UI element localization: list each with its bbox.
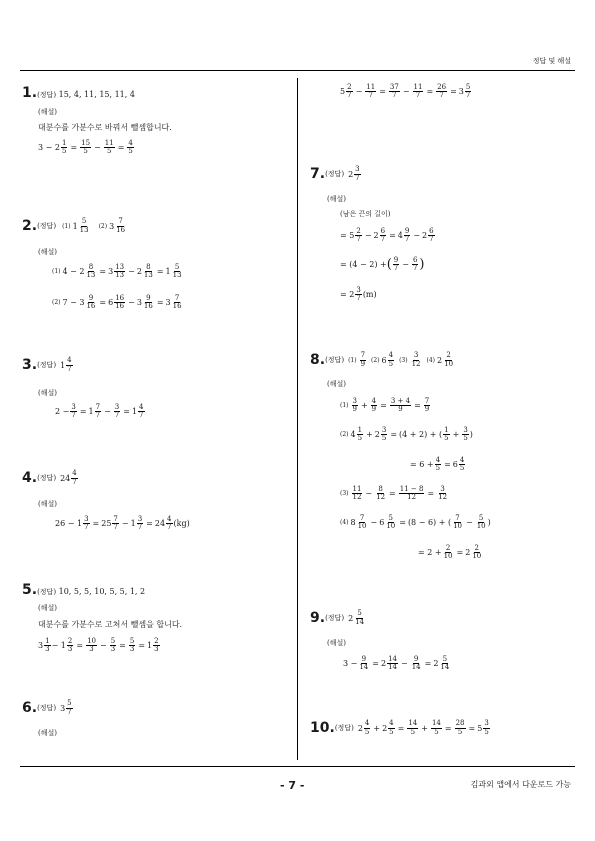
q2-eq2: (2) 7 − 3 $\frac{9}{16}$ = 6 $\frac{16}{16}$ − 3 $\frac{9}{16}$ = 3 $\frac{7}{16}$ [52,294,182,311]
answer-label: (정답) [37,91,57,99]
q2-answer-line: 2. (정답) (1) 1 5 13 (2) 3 7 16 [22,217,126,234]
q4-answer-line: 4. (정답) 24 4 7 [22,469,77,486]
q7-explain-label: (해설) [327,195,346,203]
q7-unit: (m) [362,290,377,300]
q6-equation: 5 2 7 − $\frac{11}{7}$ = $\frac{37}{7}$ − $\frac{11}{7}$ = $\frac{26}{7}$ = 3 $\frac{5}{7}$ [340,83,471,100]
q2-eq1: (1) 4 − 2 $\frac{8}{13}$ = 3 $\frac{13}{13}$ − 2 $\frac{8}{13}$ = 1 $\frac{5}{13}$ [52,263,182,280]
q4-unit: (kg) [173,519,190,529]
q8-eq1: (1) 3 9 + $\frac{4}{9}$ = $\frac{3 + 4}{9}$ = $\frac{7}{9}$ [340,397,430,414]
q8-eq3: (3) 11 12 − $\frac{8}{12}$ = $\frac{11 - 8}{12}$ = $\frac{3}{12}$ [340,485,448,502]
q3-number: 3. [22,357,38,373]
answer-label: (정답) [37,361,57,369]
q3-explain-label: (해설) [38,389,57,397]
q8-eq4b: = 2 + $\frac{2}{10}$ = 2 $\frac{2}{10}$ [418,544,482,561]
answer-label: (정답) [37,474,57,482]
page-header-title: 정답 및 해설 [532,57,571,65]
column-divider [297,78,298,760]
q4-number: 4. [22,470,38,486]
answer-label: (정답) [37,704,57,712]
q9-number: 9. [310,610,326,626]
q9-explain-label: (해설) [327,639,346,647]
q4-explain-label: (해설) [38,500,57,508]
q8-explain-label: (해설) [327,380,346,388]
q2-explain-label: (해설) [38,248,57,256]
q1-equation: 3 − 2 $\frac{1}{5}$ = $\frac{15}{5}$ − $\frac{11}{5}$ = $\frac{4}{5}$ [38,139,133,156]
q7-subtitle: (남은 끈의 길이) [340,210,391,218]
q8-eq4a: (4) 8 7 10 − 6 $\frac{5}{10}$ = (8 − 6) + ( $\frac{7}{10}$ − $\frac{5}{10}$ ) [340,514,491,531]
q9-answer-line: 9. (정답) 2 5 14 [310,609,365,626]
q10-number: 10. [310,720,335,736]
answer-label: (정답) [37,588,57,596]
bottom-rule [20,766,575,767]
q3-answer-line: 3. (정답) 1 4 7 [22,356,72,373]
q1-explain-label: (해설) [38,108,57,116]
q7-eq1: = 5 2 7 − 2 $\frac{6}{7}$ = 4 $\frac{9}{7}$ − 2 $\frac{6}{7}$ [340,227,434,244]
q5-text: 대분수를 가분수로 고쳐서 뺄셈을 합니다. [38,620,183,629]
q7-number: 7. [310,166,326,182]
q6-explain-label: (해설) [38,729,57,737]
q7-answer-line: 7. (정답) 2 3 7 [310,165,360,182]
q6-number: 6. [22,700,38,716]
q5-equation: 3 1 3 − 1 $\frac{2}{3}$ = $\frac{10}{3}$ − $\frac{5}{3}$ = $\frac{5}{3}$ = 1 $\frac{2}{3}$ [38,637,159,654]
q6-answer-line: 6. (정답) 3 5 7 [22,699,72,716]
answer-label: (정답) [325,614,345,622]
q5-answer: 10, 5, 5, 10, 5, 5, 1, 2 [58,587,146,596]
top-rule [20,70,575,71]
q8-answer-line: 8. (정답) (1) 7 9 (2) 6 4 5 (3) 3 12 (4) 2 2 10 [310,351,454,368]
q1-number: 1. [22,85,38,101]
q1-answer-line [22,86,135,100]
q7-eq2: = (4 − 2) + ( 9 7 − $\frac{6}{7}$ ) [340,256,425,273]
q10-answer-line: 10. (정답) 2 4 5 + 2 $\frac{4}{5}$ = $\frac{14}{5}$ + $\frac{14}{5}$ = $\frac{28}{5}$ = 5 $\frac{3}{5}$ [310,719,489,736]
footer-note: 김과외 앱에서 다운로드 가능 [470,780,571,789]
q1-text: 대분수를 가분수로 바꿔서 뺄셈합니다. [38,123,172,132]
q2-number: 2. [22,218,38,234]
q5-explain-label: (해설) [38,604,57,612]
q5-answer-line [22,583,145,597]
q5-number: 5. [22,582,38,598]
q4-equation: 26 − 1 $\frac{3}{7}$ = 25 $\frac{7}{7}$ − 1 $\frac{3}{7}$ = 24 $\frac{4}{7}$ (kg) [55,515,190,532]
answer-label: (정답) [37,222,57,230]
answer-label: (정답) [325,356,345,364]
page-number: - 7 - [280,779,305,792]
q8-eq2a: (2) 4 1 5 + 2 $\frac{3}{5}$ = (4 + 2) + ( $\frac{1}{5}$ + $\frac{3}{5}$ ) [340,426,473,443]
q1-answer: 15, 4, 11, 15, 11, 4 [58,90,135,99]
q8-number: 8. [310,352,326,368]
q7-eq3: = 2 3 7 (m) [340,286,377,303]
q9-equation: 3 − $\frac{9}{14}$ = 2 $\frac{14}{14}$ − $\frac{9}{14}$ = 2 $\frac{5}{14}$ [343,655,450,672]
answer-label: (정답) [325,170,345,178]
q3-equation: 2 − $\frac{3}{7}$ = 1 $\frac{7}{7}$ − $\frac{3}{7}$ = 1 $\frac{4}{7}$ [55,403,144,420]
answer-label: (정답) [334,724,354,732]
q8-eq2b: = 6 + $\frac{4}{5}$ = 6 $\frac{4}{5}$ [410,456,465,473]
